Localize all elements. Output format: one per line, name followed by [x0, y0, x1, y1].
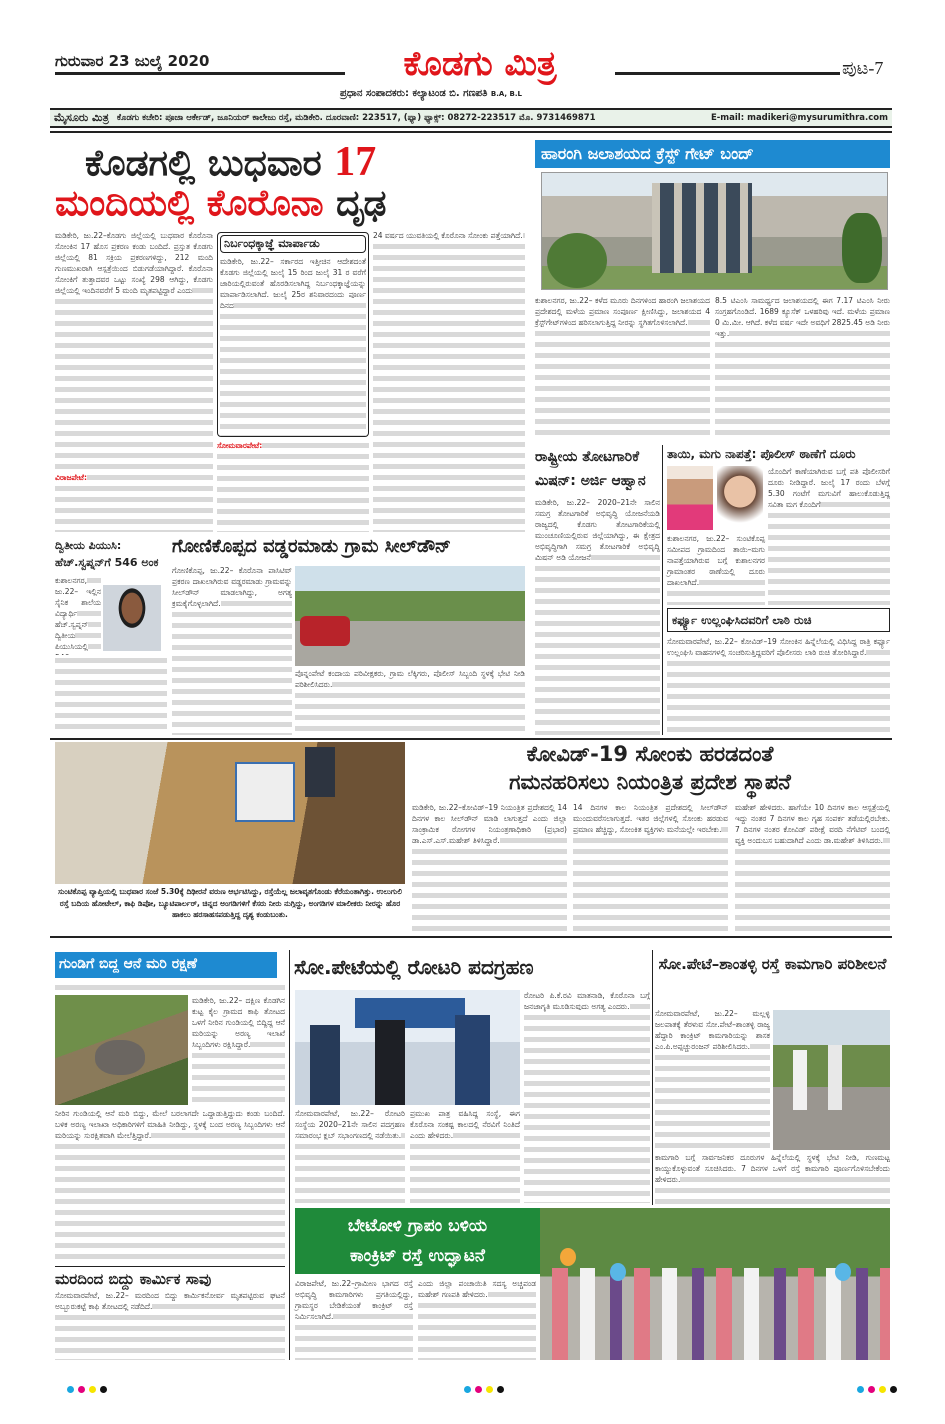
covid-headline-1: ಕೋವಿಡ್-19 ಸೋಂಕು ಹರಡದಂತೆ — [526, 742, 774, 766]
worker-death-text: ಸೋಮವಾರಪೇಟೆ, ಜು.22– ಮರದಿಂದ ಬಿದ್ದು ಕಾರ್ಮಿಕನೋರ್ವ ಮೃತಪಟ್ಟಿರುವ ಘಟನೆ ಅಬ್ಬೂರುಕಟ್ಟೆ ಕಾಫಿ ತೋಟದಲ್ಲಿ ನಡೆದಿದೆ. — [55, 1290, 285, 1360]
headline-part: ಕೊಡಗಲ್ಲಿ ಬುಧವಾರ — [85, 143, 322, 184]
restriction-box — [217, 232, 369, 437]
elephant-headline: ಗುಂಡಿಗೆ ಬಿದ್ದ ಆನೆ ಮರಿ ರಕ್ಷಣೆ — [55, 952, 277, 978]
betoli-text-col1: ವಿರಾಜಪೇಟೆ, ಜು.22–ಗ್ರಾಮೀಣ ಭಾಗದ ರಸ್ತೆ ಅಭಿವೃದ್ಧಿ ಕಾಮಗಾರಿಗಳು ಪ್ರಗತಿಯಲ್ಲಿದ್ದು, ಗ್ರಾಮಸ್ಥರ ಬೇಡಿಕೆಯಂತೆ ಕಾಂಕ್ರಿಟ್ ರಸ್ತೆ ನಿರ್ಮಿಸಲಾಗಿದೆ. — [295, 1278, 413, 1360]
curfew-text: ಸೋಮವಾರಪೇಟೆ, ಜು.22– ಕೋವಿಡ್–19 ಸೋಂಕಿನ ಹಿನ್ನೆಲೆಯಲ್ಲಿ ವಿಧಿಸಿದ್ದ ರಾತ್ರಿ ಕರ್ಫ್ಯೂ ಉಲ್ಲಂಘಿಸಿ ವಾಹನಗಳಲ್ಲಿ ಸಂಚರಿಸುತ್ತಿದ್ದವರಿಗೆ ಪೊಲೀಸರು ಲಾಠಿ ರುಚಿ ತೋರಿಸಿದ್ದಾರೆ. — [667, 636, 890, 735]
registration-marks-left — [65, 1378, 109, 1397]
main-headline-line2 — [55, 183, 386, 225]
registration-marks-right — [855, 1378, 899, 1397]
office-bar — [50, 108, 892, 128]
place-tag-virajpet: ವಿರಾಜಪೇಟೆ: — [55, 473, 87, 482]
student-photo — [103, 585, 161, 651]
harangi-dam-photo — [541, 172, 888, 290]
editor-line — [340, 88, 522, 99]
harangi-col1: ಕುಶಾಲನಗರ, ಜು.22– ಕಳೆದ ಮೂರು ದಿನಗಳಿಂದ ಹಾರಂಗಿ ಜಲಾಶಯದ ಪ್ರದೇಶದಲ್ಲಿ ಮಳೆಯ ಪ್ರಮಾಣ ಸಂಪೂರ್ಣ ಕ್ಷೀಣಿಸಿದ್ದು, ಜಲಾಶಯದ 4 ಕ್ರೆಸ್ಟ್‌ಗೇಟ್‌ಗಳಿಂದ ಹರಿಸಲಾಗುತ್ತಿದ್ದ ನೀರನ್ನು ಸ್ಥಗಿತಗೊಳಿಸಲಾಗಿದೆ. — [535, 295, 710, 438]
place-tag-somwarpet: ಸೋಮವಾರಪೇಟೆ: — [217, 441, 263, 450]
elephant-text-col1: ಮಡಿಕೇರಿ, ಜು.22– ದಕ್ಷಿಣ ಕೊಡಗಿನ ಕುಟ್ಟ ಕೈಲ ಗ್ರಾಮದ ಕಾಫಿ ತೋಟದ ಒಳಗೆ ನೀರಿನ ಗುಂಡಿಯಲ್ಲಿ ಬಿದ್ದಿದ್ದ ಆನೆ ಮರಿಯನ್ನು ಅರಣ್ಯ ಇಲಾಖೆ ಸಿಬ್ಬಂದಿಗಳು ರಕ್ಷಿಸಿದ್ದಾರೆ. — [192, 995, 285, 1105]
betoli-headline-line1: ಬೇಟೋಳಿ ಗ್ರಾಪಂ ಬಳಿಯ — [347, 1216, 488, 1236]
missing-text-col2: ಯೊಂದಿಗೆ ಕಾಣೆಯಾಗಿರುವ ಬಗ್ಗೆ ಪತಿ ಪೊಲೀಸರಿಗೆ ದೂರು ನೀಡಿದ್ದಾರೆ. ಜುಲೈ 17 ರಂದು ಬೆಳಗ್ಗೆ 5.30 ಗಂಟೆಗೆ ಮಗುವಿಗೆ ಹಾಲುಕೊಡುತ್ತಿದ್ದ ಸವಿತಾ ಮಗ ಕೊಂದಿಗೆ — [768, 466, 890, 605]
main-article-lead: ಮಡಿಕೇರಿ, ಜು.22–ಕೊಡಗು ಜಿಲ್ಲೆಯಲ್ಲಿ ಬುಧವಾರ ಕೊರೊನಾ ಸೋಂಕಿನ 17 ಹೊಸ ಪ್ರಕರಣ ಕಂಡು ಬಂದಿದೆ. ಪ್ರಸ್ತುತ ಕೊಡಗು ಜಿಲ್ಲೆಯಲ್ಲಿ 81 ಸಕ್ರಿಯ ಪ್ರಕರಣಗಳಿದ್ದು, 212 ಮಂದಿ ಗುಣಮುಖರಾಗಿ ಆಸ್ಪತ್ರೆಯಿಂದ ಬಿಡುಗಡೆಯಾಗಿದ್ದಾರೆ. ಕೊರೊನಾ ಸೋಂಕಿಗೆ ತುತ್ತಾದವರ ಒಟ್ಟು ಸಂಖ್ಯೆ 298 ಆಗಿದ್ದು, ಕೊಡಗು ಜಿಲ್ಲೆಯಲ್ಲಿ ಇಂದಿನವರೆಗೆ 5 ಮಂದಿ ಮೃತಪಟ್ಟಿದ್ದಾರೆ ಎಂದು — [55, 231, 213, 295]
betoli-headline — [295, 1208, 540, 1274]
office-address: ಕೊಡಗು ಕಚೇರಿ: ಪೂಜಾ ಆರ್ಕೇಡ್, ಜೂನಿಯರ್ ಕಾಲೇಜು ರಸ್ತೆ, ಮಡಿಕೇರಿ. ದೂರವಾಣಿ: 223517, (ಫ್ಯಾ) ಫ್ಯಾಕ್ಸ್: 08272-223517 ಮೊ. 9731469871 — [116, 113, 596, 123]
header-rule-left — [55, 72, 345, 75]
sealdown-photo — [295, 566, 525, 666]
missing-text-col1: ಕುಶಾಲನಗರ, ಜು.22– ಸುಂಟಿಕೊಪ್ಪ ಸಮೀಪದ ಗ್ರಾಮದಿಂದ ತಾಯಿ–ಮಗು ನಾಪತ್ತೆಯಾಗಿರುವ ಬಗ್ಗೆ ಕುಶಾಲನಗರ ಗ್ರಾಮಾಂತರ ಠಾಣೆಯಲ್ಲಿ ದೂರು ದಾಖಲಾಗಿದೆ. — [667, 533, 765, 605]
elephant-photo — [55, 995, 188, 1105]
rotary-photo — [295, 990, 520, 1105]
section-divider — [50, 936, 892, 938]
column-divider — [662, 445, 663, 735]
worker-death-headline: ಮರದಿಂದ ಬಿದ್ದು ಕಾರ್ಮಿಕ ಸಾವು — [55, 1266, 285, 1288]
headline-part: ದೃಢ — [336, 183, 387, 224]
email-link[interactable]: E-mail: madikeri@mysurumithra.com — [710, 113, 888, 123]
brand-logo: ಮೈಸೂರು ಮಿತ್ರ — [54, 111, 109, 124]
elephant-text-col2: ನೀರಿನ ಗುಂಡಿಯಲ್ಲಿ ಆನೆ ಮರಿ ಬಿದ್ದು, ಮೇಲೆ ಬರಲಾಗದೇ ಒದ್ದಾಡುತ್ತಿದ್ದುದು ಕಂಡು ಬಂದಿದೆ. ಬಳಿಕ ಅರಣ್ಯ ಇಲಾಖಾ ಅಧಿಕಾರಿಗಳಿಗೆ ಮಾಹಿತಿ ನೀಡಿದ್ದು, ಸ್ಥಳಕ್ಕೆ ಬಂದ ಅರಣ್ಯ ಸಿಬ್ಬಂದಿಗಳು ಆನೆ ಮರಿಯನ್ನು ಸುರಕ್ಷಿತವಾಗಿ ಮೇಲೆತ್ತಿದ್ದಾರೆ. — [55, 1108, 285, 1263]
horticulture-headline: ರಾಷ್ಟ್ರೀಯ ತೋಟಗಾರಿಕೆ ಮಿಷನ್: ಅರ್ಜಿ ಆಹ್ವಾನ — [535, 449, 646, 489]
main-article-col2 — [217, 440, 369, 532]
column-divider — [652, 950, 653, 1205]
page-number: ಪುಟ-7 — [842, 58, 884, 78]
issue-date: ಗುರುವಾರ 23 ಜುಲೈ 2020 — [55, 52, 210, 70]
section-divider — [50, 738, 892, 740]
betoli-text-col2: ಎಂದು ಜಿಲ್ಲಾ ಪಂಚಾಯಿತಿ ಸದಸ್ಯ ಅಚ್ಚಪಂಡ ಮಹೇಶ್ ಗಣಪತಿ ಹೇಳಿದರು. — [418, 1278, 536, 1360]
covid-headline-2: ಗಮನಹರಿಸಲು ನಿಯಂತ್ರಿತ ಪ್ರದೇಶ ಸ್ಥಾಪನೆ — [509, 770, 791, 794]
rotary-text-col3: ರೋಟರಿ ಪಿ.ಕೆ.ರವಿ ಮಾತನಾಡಿ, ಕೊರೊನಾ ಬಗ್ಗೆ ಜನಜಾಗೃತಿ ಮೂಡಿಸುವುದು ಅಗತ್ಯ ಎಂದರು. — [524, 990, 650, 1203]
harangi-col2: 8.5 ಟಿಎಂಸಿ ಸಾಮರ್ಥ್ಯದ ಜಲಾಶಯದಲ್ಲಿ ಈಗ 7.17 ಟಿಎಂಸಿ ನೀರು ಸಂಗ್ರಹಗೊಂಡಿದೆ. 1689 ಕ್ಯೂಸೆಕ್ ಒಳಹರಿವು ಇದೆ. ಮಳೆಯ ಪ್ರಮಾಣ 0 ಮಿ.ಮೀ. ಆಗಿದೆ. ಕಳೆದ ವರ್ಷ ಇದೇ ಅವಧಿಗೆ 2825.45 ಅಡಿ ನೀರು ಇತ್ತು. — [715, 295, 890, 438]
puc-headline: ದ್ವಿತೀಯ ಪಿಯುಸಿ: ಹೆಚ್.ಸ್ವಪ್ನನ್‌ಗೆ 546 ಅಂಕ — [55, 539, 159, 569]
covid-col2: 14 ದಿನಗಳ ಕಾಲ ನಿಯಂತ್ರಿತ ಪ್ರದೇಶದಲ್ಲಿ ಸೀಲ್‌ಡೌನ್ ಮುಂದುವರೆಸಲಾಗುತ್ತದೆ. ಇತರ ಜಿಲ್ಲೆಗಳಲ್ಲಿ ಸೋಂಕು ಹರಡುವ ಪ್ರಮಾಣ ಹೆಚ್ಚಿದ್ದು, ಸೋಂಕಿತ ವ್ಯಕ್ತಿಗಳು ಮನೆಯಲ್ಲೇ ಇರಬೇಕು. — [573, 802, 728, 932]
sealdown-text-col1: ಗೋಣಿಕೊಪ್ಪ, ಜು.22– ಕೊರೊನಾ ಪಾಸಿಟಿವ್ ಪ್ರಕರಣ ದಾಖಲಾಗಿರುವ ವಡ್ಡರಮಾಡು ಗ್ರಾಮವನ್ನು ಸೀಲ್‌ಡೌನ್ ಮಾಡಲಾಗಿದ್ದು, ಅಗತ್ಯ ಕ್ರಮಕೈಗೊಳ್ಳಲಾಗಿದೆ. — [172, 565, 292, 735]
column-divider — [289, 950, 290, 1360]
headline-number: 17 — [334, 139, 377, 185]
missing-headline: ತಾಯಿ, ಮಗು ನಾಪತ್ತೆ: ಪೊಲೀಸ್ ಠಾಣೆಗೆ ದೂರು — [667, 447, 856, 461]
masthead-logo: ಕೊಡಗು ಮಿತ್ರ — [403, 44, 557, 84]
rotary-text-col1: ಸೋಮವಾರಪೇಟೆ, ಜು.22– ರೋಟರಿ ಸಂಸ್ಥೆಯ 2020–21ನೇ ಸಾಲಿನ ಪದಗ್ರಹಣ ಸಮಾರಂಭ ಕ್ಲಬ್ ಸಭಾಂಗಣದಲ್ಲಿ ನಡೆಯಿತು. — [295, 1108, 405, 1203]
rotary-text-col2: ಪ್ರಮುಖ ಪಾತ್ರ ವಹಿಸಿದ್ದ ಸಂಸ್ಥೆ, ಈಗ ಕೊರೊನಾ ಸಂಕಷ್ಟ ಕಾಲದಲ್ಲಿ ನೆರವಿಗೆ ನಿಂತಿದೆ ಎಂದು ಹೇಳಿದರು. — [410, 1108, 520, 1203]
mother-photo — [667, 466, 713, 530]
flood-caption: ಸುಂಟಿಕೊಪ್ಪ ವ್ಯಾಪ್ತಿಯಲ್ಲಿ ಬುಧವಾರ ಸಂಜೆ 5.30ಕ್ಕೆ ದಿಢೀರನೆ ವರುಣ ಆರ್ಭಟಿಸಿದ್ದು, ರಸ್ತೆಯೆಲ್ಲ ಜಲಾವೃತಗೊಂಡು ಕೆರೆಯಂತಾಗಿತ್ತು. ಉಲುಗುಲಿ ರಸ್ತೆ ಬದಿಯ ಹೋಟೇಲ್, ಕಾಫಿ ಡಿಪೋ, ಬ್ಯೂಟಿಪಾರ್ಲರ್, ಚಿನ್ನದ ಅಂಗಡಿಗಳಿಗೆ ಕೆಸರು ನೀರು ನುಗ್ಗಿದ್ದು, ಅಂಗಡಿಗಳ ಮಾಲೀಕರು ನೀರನ್ನು ಹೊರ ಹಾಕಲು ಹರಸಾಹಸಪಡುತ್ತಿದ್ದ ದೃಶ್ಯ ಕಂಡುಬಂತು. — [58, 887, 402, 919]
restriction-box-text: ಮಡಿಕೇರಿ, ಜು.22– ಸರ್ಕಾರದ ಇತ್ತೀಚಿನ ಆದೇಶದಂತೆ ಕೊಡಗು ಜಿಲ್ಲೆಯಲ್ಲಿ ಜುಲೈ 15 ರಿಂದ ಜುಲೈ 31 ರ ವರೆಗೆ ಜಾರಿಯಲ್ಲಿರುವಂತೆ ಹೊರಡಿಸಲಾಗಿದ್ದ ನಿರ್ಬಂಧಕ್ಕಾಜ್ಞೆಯನ್ನು ಮಾರ್ಪಾಡಿಸಲಾಗಿದೆ. ಜುಲೈ 25ರ ಶನಿವಾರದಂದು ಪೂರ್ಣ ದಿನದ — [220, 256, 366, 436]
road-headline: ಸೋ.ಪೇಟೆ–ಶಾಂತಳ್ಳಿ ರಸ್ತೆ ಕಾಮಗಾರಿ ಪರಿಶೀಲನೆ — [658, 955, 887, 973]
elephant-lead — [55, 982, 285, 994]
betoli-headline-line2: ಕಾಂಕ್ರಿಟ್ ರಸ್ತೆ ಉದ್ಘಾಟನೆ — [350, 1246, 485, 1266]
registration-marks-center — [462, 1378, 506, 1397]
horticulture-text: ಮಡಿಕೇರಿ, ಜು.22– 2020–21ನೇ ಸಾಲಿನ ಸಮಗ್ರ ತೋಟಗಾರಿಕೆ ಅಭಿವೃದ್ಧಿ ಯೋಜನೆಯಡಿ ರಾಜ್ಯದಲ್ಲಿ ಕೊಡಗು ತೋಟಗಾರಿಕೆಯಲ್ಲಿ ಮುಂಚೂಣಿಯಲ್ಲಿರುವ ಜಿಲ್ಲೆಯಾಗಿದ್ದು, ಈ ಕ್ಷೇತ್ರದ ಅಭಿವೃದ್ಧಿಗಾಗಿ ಸಮಗ್ರ ತೋಟಗಾರಿಕೆ ಅಭಿವೃದ್ಧಿ ಮಿಷನ್ ಅಡಿ ಯೋಜನೆ — [535, 497, 660, 735]
restriction-box-title: ನಿರ್ಬಂಧಕ್ಕಾಜ್ಞೆ ಮಾರ್ಪಾಡು — [220, 235, 366, 253]
editor-name: ಪ್ರಧಾನ ಸಂಪಾದಕರು: ಕಲ್ಯಾಟಂಡ ಬಿ. ಗಣಪತಿ — [340, 88, 488, 99]
child-photo — [717, 466, 763, 530]
headline-part: ಮಂದಿಯಲ್ಲಿ ಕೊರೊನಾ — [55, 183, 324, 224]
header-rule-right — [615, 72, 840, 75]
curfew-headline: ಕರ್ಫ್ಯೂ ಉಲ್ಲಂಘಿಸಿದವರಿಗೆ ಲಾಠಿ ರುಚಿ — [667, 608, 890, 632]
covid-col3: ಮಹೇಶ್ ಹೇಳಿದರು. ಹಾಗೆಯೇ 10 ದಿನಗಳ ಕಾಲ ಆಸ್ಪತ್ರೆಯಲ್ಲಿ ಇದ್ದು ನಂತರ 7 ದಿನಗಳ ಕಾಲ ಗೃಹ ಸಂಪರ್ಕ ತಡೆಯಲ್ಲಿರಬೇಕು. 7 ದಿನಗಳ ನಂತರ ಕೋವಿಡ್ ಪರೀಕ್ಷೆ ವರದಿ ನೆಗೆಟಿವ್ ಬಂದಲ್ಲಿ ವ್ಯಕ್ತಿ ಅಂದುಬಸ ಬಹುದಾಗಿದೆ ಎಂದು ಡಾ.ಮಹೇಶ್ ತಿಳಿಸಿದರು. — [735, 802, 890, 932]
flood-photo — [55, 742, 405, 884]
betoli-photo — [540, 1208, 890, 1360]
puc-text: ಕುಶಾಲನಗರ, ಜು.22– ಇಲ್ಲಿನ ಸೈನಿಕ ಶಾಲೆಯ ವಿದ್ಯಾರ್ಥಿ ಹೆಚ್.ಸ್ವಪ್ನನ್ ದ್ವಿತೀಯ ಪಿಯುಸಿಯಲ್ಲಿ — [55, 575, 101, 655]
puc-text-cont — [55, 655, 167, 735]
double-rule — [50, 131, 892, 133]
main-headline-line1 — [85, 138, 376, 186]
road-text-col2: ಕಾಮಗಾರಿ ಬಗ್ಗೆ ಸಾರ್ವಜನಿಕರ ದೂರುಗಳ ಹಿನ್ನೆಲೆಯಲ್ಲಿ ಸ್ಥಳಕ್ಕೆ ಭೇಟಿ ನೀಡಿ, ಗುಣಮಟ್ಟ ಕಾಯ್ದುಕೊಳ್ಳುವಂತೆ ಸೂಚಿಸಿದರು. 7 ದಿನಗಳ ಒಳಗೆ ರಸ್ತೆ ಕಾಮಗಾರಿ ಪೂರ್ಣಗೊಳಿಸಬೇಕೆಂದು ಹೇಳಿದರು. — [655, 1152, 890, 1204]
rotary-headline: ಸೋ.ಪೇಟೆಯಲ್ಲಿ ರೋಟರಿ ಪದಗ್ರಹಣ — [294, 955, 534, 979]
covid-col1: ಮಡಿಕೇರಿ, ಜು.22–ಕೋವಿಡ್–19 ನಿಯಂತ್ರಿತ ಪ್ರದೇಶದಲ್ಲಿ 14 ದಿನಗಳ ಕಾಲ ಸೀಲ್‌ಡೌನ್ ಮಾಡಿ ಲಾಗುತ್ತದೆ ಎಂದು ಜಿಲ್ಲಾ ಸಾಂಕ್ರಾಮಿಕ ರೋಗಗಳ ನಿಯಂತ್ರಣಾಧಿಕಾರಿ (ಪ್ರಭಾರ) ಡಾ.ಎಸ್.ಎಸ್.ಮಹೇಶ್ ತಿಳಿಸಿದ್ದಾರೆ. — [412, 802, 567, 932]
road-text-col1: ಸೋಮವಾರಪೇಟೆ, ಜು.22– ಮಲ್ಲಳ್ಳಿ ಜಲಪಾತಕ್ಕೆ ತೆರಳುವ ಸೋ.ಪೇಟೆ–ಶಾಂತಳ್ಳಿ ರಾಜ್ಯ ಹೆದ್ದಾರಿ ಕಾಂಕ್ರಿಟ್ ಕಾಮಗಾರಿಯನ್ನು ಶಾಸಕ ಎಂ.ಪಿ.ಅಪ್ಪಚ್ಚುರಂಜನ್ ಪರಿಶೀಲಿಸಿದರು. — [655, 1008, 770, 1150]
sealdown-text-col2: ಪೊನ್ನಂಪೇಟೆ ಕಂದಾಯ ಪರಿವೀಕ್ಷಕರು, ಗ್ರಾಮ ಲೆಕ್ಕಿಗರು, ಪೊಲೀಸ್ ಸಿಬ್ಬಂದಿ ಸ್ಥಳಕ್ಕೆ ಭೇಟಿ ನೀಡಿ ಪರಿಶೀಲಿಸಿದರು. — [295, 668, 525, 735]
editor-degree: B.A, B.L — [490, 90, 522, 98]
road-photo — [773, 1010, 890, 1150]
main-article-col3: 24 ವರ್ಷದ ಯುವತಿಯಲ್ಲಿ ಕೊರೊನಾ ಸೋಂಕು ಪತ್ತೆಯಾಗಿದೆ. — [373, 230, 525, 532]
harangi-headline: ಹಾರಂಗಿ ಜಲಾಶಯದ ಕ್ರೆಸ್ಟ್ ಗೇಟ್ ಬಂದ್ — [535, 140, 890, 168]
sealdown-headline: ಗೋಣಿಕೊಪ್ಪದ ವಡ್ಡರಮಾಡು ಗ್ರಾಮ ಸೀಲ್‌ಡೌನ್ — [172, 536, 452, 557]
main-article-col1 — [55, 230, 213, 532]
